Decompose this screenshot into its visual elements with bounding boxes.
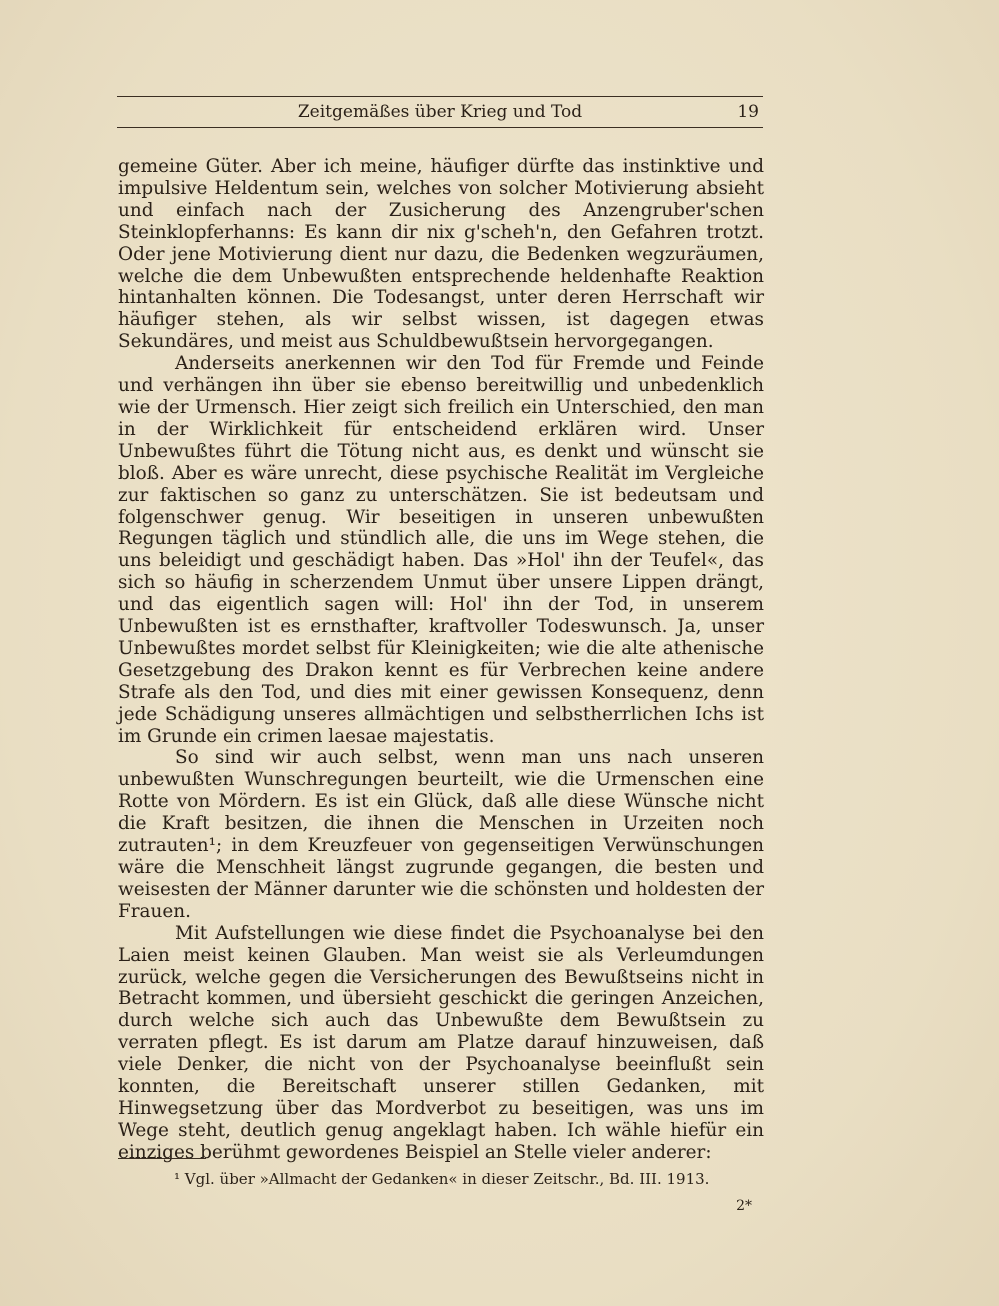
header-rule-bottom xyxy=(117,127,763,128)
paragraph: Anderseits anerkennen wir den Tod für Fremde und Feinde und verhängen ihn über sie ebenso bereitwillig und unbedenklich wie der Urmensch. Hier zeigt sich freilich ein Unterschied, den man in der Wirklichkeit für entscheidend erklären wird. Unser Unbewußtes führt die Tötung nicht aus, es denkt und wünscht sie bloß. Aber es wäre unrecht, diese psychische Realität im Vergleiche zur faktischen so ganz zu unterschätzen. Sie ist bedeutsam und folgenschwer genug. Wir beseitigen in unseren unbewußten Regungen täglich und stündlich alle, die uns im Wege stehen, die uns beleidigt und geschädigt haben. Das »Hol' ihn der Teufel«, das sich so häufig in scherzendem Unmut über unsere Lippen drängt, und das eigentlich sagen will: Hol' ihn der Tod, in unserem Unbewußten ist es ernsthafter, kraftvoller Todeswunsch. Ja, unser Unbewußtes mordet selbst für Kleinigkeiten; wie die alte athenische Gesetzgebung des Drakon kennt es für Verbrechen keine andere Strafe als den Tod, und dies mit einer gewissen Konsequenz, denn jede Schädigung unseres allmächtigen und selbstherrlichen Ichs ist im Grunde ein crimen laesae majestatis. xyxy=(118,353,764,747)
running-title: Zeitgemäßes über Krieg und Tod xyxy=(297,102,583,122)
page-number: 19 xyxy=(737,102,759,122)
paragraph: gemeine Güter. Aber ich meine, häufiger dürfte das instinktive und impulsive Heldentum sein, welches von solcher Motivierung absieht und einfach nach der Zusicherung des Anzengruber'schen Steinklopferhanns: Es kann dir nix g'scheh'n, den Gefahren trotzt. Oder jene Motivierung dient nur dazu, die Bedenken wegzuräumen, welche die dem Unbewußten entsprechende heldenhafte Reaktion hintanhalten können. Die Todesangst, unter deren Herrschaft wir häufiger stehen, als wir selbst wissen, ist dagegen etwas Sekundäres, und meist aus Schuldbewußtsein hervorgegangen. xyxy=(118,156,764,353)
header-rule-top xyxy=(117,96,763,97)
footnote-rule xyxy=(118,1158,206,1159)
signature-mark: 2* xyxy=(736,1198,752,1214)
paragraph: Mit Aufstellungen wie diese findet die Psychoanalyse bei den Laien meist keinen Glauben. Man weist sie als Verleumdungen zurück, welche gegen die Versicherungen des Bewußtseins nicht in Betracht kommen, und übersieht geschickt die geringen Anzeichen, durch welche sich auch das Unbewußte dem Bewußtsein zu verraten pflegt. Es ist darum am Platze darauf hinzuweisen, daß viele Denker, die nicht von der Psychoanalyse beeinflußt sein konnten, die Bereitschaft unserer stillen Gedanken, mit Hinwegsetzung über das Mordverbot zu beseitigen, was uns im Wege steht, deutlich genug angeklagt haben. Ich wähle hiefür ein einziges berühmt gewordenes Beispiel an Stelle vieler anderer: xyxy=(118,922,764,1163)
body-text xyxy=(118,156,764,1164)
paragraph: So sind wir auch selbst, wenn man uns nach unseren unbewußten Wunschregungen beurteilt, wie die Urmenschen eine Rotte von Mördern. Es ist ein Glück, daß alle diese Wünsche nicht die Kraft besitzen, die ihnen die Menschen in Urzeiten noch zutrauten¹; in dem Kreuzfeuer von gegenseitigen Verwünschungen wäre die Menschheit längst zugrunde gegangen, die besten und weisesten der Männer darunter wie die schönsten und holdesten der Frauen. xyxy=(118,747,764,922)
running-head xyxy=(117,100,763,124)
footnote: ¹ Vgl. über »Allmacht der Gedanken« in dieser Zeitschr., Bd. III. 1913. xyxy=(174,1170,710,1188)
